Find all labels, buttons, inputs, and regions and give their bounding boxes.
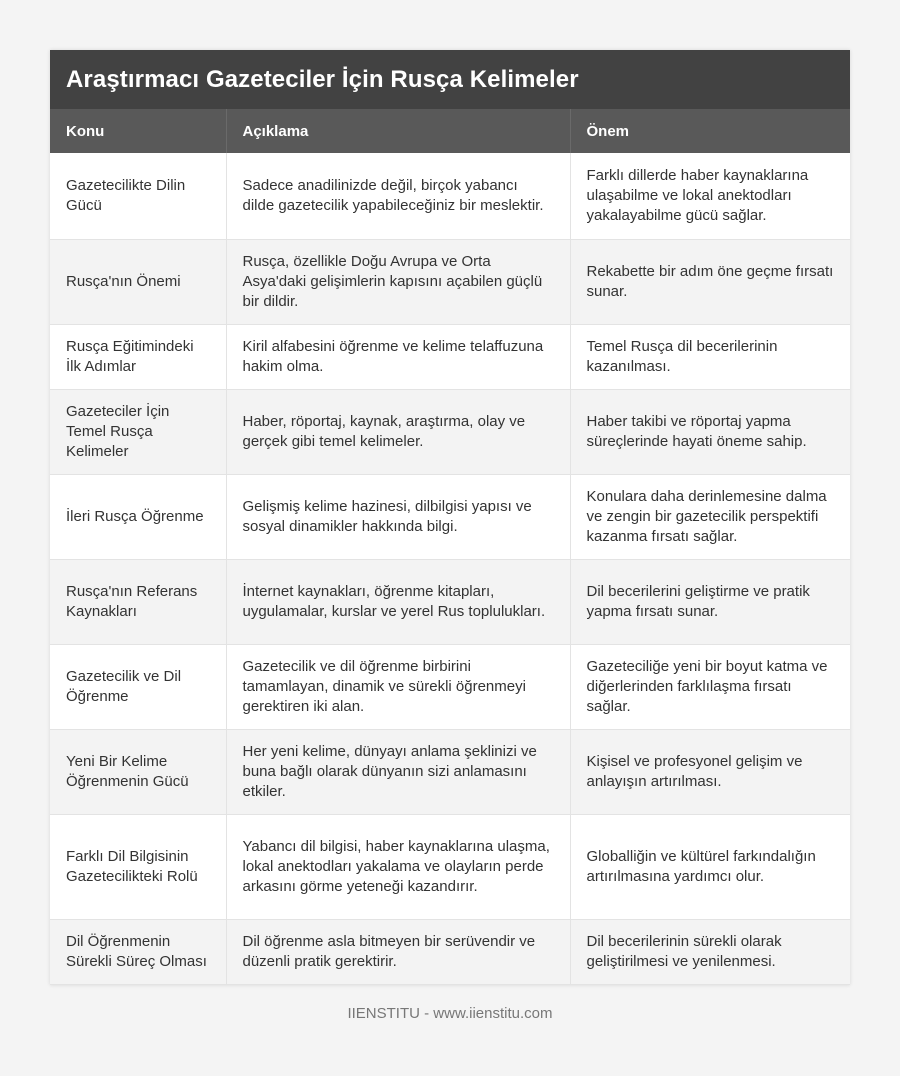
cell-onem: Globalliğin ve kültürel farkındalığın artırılmasına yardımcı olur. <box>570 814 850 919</box>
cell-konu: Gazetecilik ve Dil Öğrenme <box>50 644 226 729</box>
table-row <box>50 559 850 644</box>
cell-konu: Farklı Dil Bilgisinin Gazetecilikteki Rolü <box>50 814 226 919</box>
title-bar <box>50 50 850 109</box>
cell-onem: Haber takibi ve röportaj yapma süreçlerinde hayati öneme sahip. <box>570 389 850 474</box>
table-row <box>50 729 850 814</box>
cell-aciklama: Gazetecilik ve dil öğrenme birbirini tamamlayan, dinamik ve sürekli öğrenmeyi gerektiren iki alan. <box>226 644 570 729</box>
table-row <box>50 644 850 729</box>
column-header-onem: Önem <box>570 109 850 153</box>
cell-onem: Dil becerilerini geliştirme ve pratik yapma fırsatı sunar. <box>570 559 850 644</box>
cell-aciklama: Yabancı dil bilgisi, haber kaynaklarına ulaşma, lokal anektodları yakalama ve olayların perde arkasını görme yeteneği kazandırır. <box>226 814 570 919</box>
table-row <box>50 324 850 389</box>
cell-aciklama: Sadece anadilinizde değil, birçok yabancı dilde gazetecilik yapabileceğiniz bir meslektir. <box>226 153 570 239</box>
table-row <box>50 239 850 324</box>
cell-onem: Konulara daha derinlemesine dalma ve zengin bir gazetecilik perspektifi kazanma fırsatı sağlar. <box>570 474 850 559</box>
cell-aciklama: Rusça, özellikle Doğu Avrupa ve Orta Asya'daki gelişimlerin kapısını açabilen güçlü bir dildir. <box>226 239 570 324</box>
column-header-aciklama: Açıklama <box>226 109 570 153</box>
cell-aciklama: İnternet kaynakları, öğrenme kitapları, uygulamalar, kurslar ve yerel Rus toplulukları. <box>226 559 570 644</box>
footer-credit: IIENSTITU - www.iienstitu.com <box>347 1005 553 1022</box>
cell-onem: Gazeteciliğe yeni bir boyut katma ve diğerlerinden farklılaşma fırsatı sağlar. <box>570 644 850 729</box>
header-row <box>50 109 850 153</box>
table-row <box>50 919 850 984</box>
column-header-konu: Konu <box>50 109 226 153</box>
cell-onem: Rekabette bir adım öne geçme fırsatı sunar. <box>570 239 850 324</box>
table-row <box>50 814 850 919</box>
cell-konu: Dil Öğrenmenin Sürekli Süreç Olması <box>50 919 226 984</box>
cell-aciklama: Haber, röportaj, kaynak, araştırma, olay ve gerçek gibi temel kelimeler. <box>226 389 570 474</box>
cell-konu: Gazetecilikte Dilin Gücü <box>50 153 226 239</box>
table-row <box>50 474 850 559</box>
cell-onem: Temel Rusça dil becerilerinin kazanılması. <box>570 324 850 389</box>
page-title: Araştırmacı Gazeteciler İçin Rusça Kelimeler <box>66 65 579 93</box>
data-table <box>50 109 850 985</box>
cell-aciklama: Dil öğrenme asla bitmeyen bir serüvendir ve düzenli pratik gerektirir. <box>226 919 570 984</box>
cell-konu: Yeni Bir Kelime Öğrenmenin Gücü <box>50 729 226 814</box>
table-row <box>50 153 850 239</box>
cell-aciklama: Gelişmiş kelime hazinesi, dilbilgisi yapısı ve sosyal dinamikler hakkında bilgi. <box>226 474 570 559</box>
table-card <box>50 50 850 985</box>
cell-konu: Gazeteciler İçin Temel Rusça Kelimeler <box>50 389 226 474</box>
cell-onem: Farklı dillerde haber kaynaklarına ulaşabilme ve lokal anektodları yakalayabilme gücü sağlar. <box>570 153 850 239</box>
cell-onem: Kişisel ve profesyonel gelişim ve anlayışın artırılması. <box>570 729 850 814</box>
cell-konu: Rusça'nın Referans Kaynakları <box>50 559 226 644</box>
table-row <box>50 389 850 474</box>
cell-konu: Rusça Eğitimindeki İlk Adımlar <box>50 324 226 389</box>
table-header <box>50 109 850 153</box>
cell-konu: Rusça'nın Önemi <box>50 239 226 324</box>
cell-konu: İleri Rusça Öğrenme <box>50 474 226 559</box>
cell-aciklama: Kiril alfabesini öğrenme ve kelime telaffuzuna hakim olma. <box>226 324 570 389</box>
cell-onem: Dil becerilerinin sürekli olarak geliştirilmesi ve yenilenmesi. <box>570 919 850 984</box>
cell-aciklama: Her yeni kelime, dünyayı anlama şeklinizi ve buna bağlı olarak dünyanın sizi anlamasını etkiler. <box>226 729 570 814</box>
table-body <box>50 153 850 984</box>
